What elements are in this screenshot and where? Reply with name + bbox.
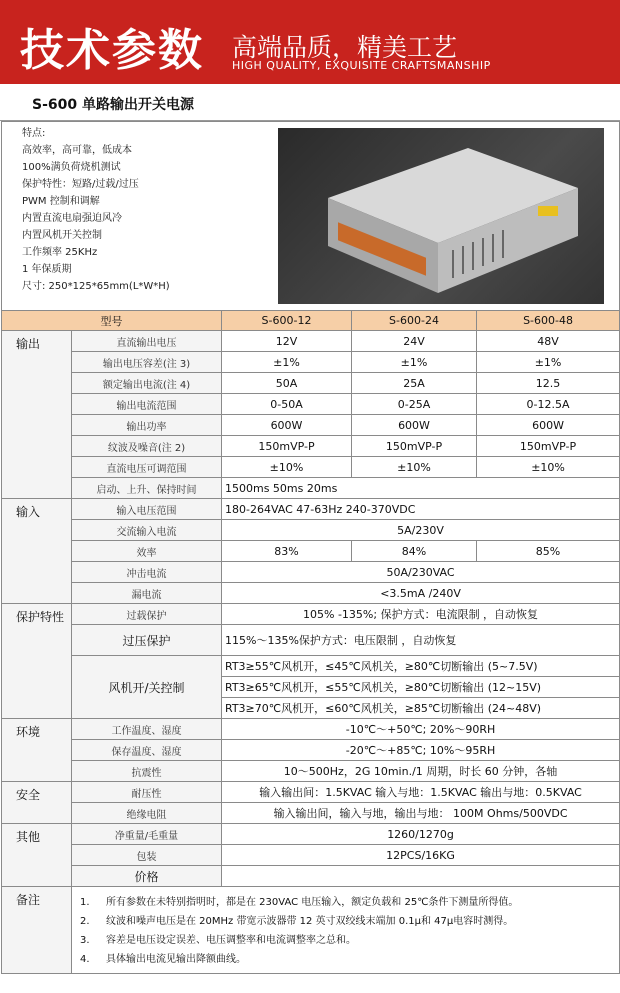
- model-name: S-600-12: [222, 311, 352, 331]
- cell-value: ±10%: [352, 457, 477, 478]
- cell-value: 输入输出间：1.5KVAC 输入与地：1.5KVAC 输出与地：0.5KVAC: [222, 782, 620, 803]
- cell-value: RT3≥70℃风机开，≤60℃风机关，≥85℃切断输出 (24~48V): [222, 698, 620, 719]
- feature-item: 内置直流电扇强迫风冷: [22, 213, 122, 224]
- cell-value: 0-12.5A: [477, 394, 620, 415]
- cell-value: [222, 866, 620, 887]
- features-list: [22, 125, 170, 295]
- table-row: [2, 331, 620, 352]
- row-label: 输入电压范围: [72, 499, 222, 520]
- row-label: 效率: [72, 541, 222, 562]
- cell-value: 12PCS/16KG: [222, 845, 620, 866]
- table-row: [2, 457, 620, 478]
- table-row: [2, 740, 620, 761]
- feature-item: 100%满负荷烧机测试: [22, 162, 121, 173]
- table-row: [2, 782, 620, 803]
- cell-value: 150mVP-P: [222, 436, 352, 457]
- note-item: [80, 931, 611, 950]
- row-label: 输出功率: [72, 415, 222, 436]
- cell-value: 24V: [352, 331, 477, 352]
- row-label: 直流电压可调范围: [72, 457, 222, 478]
- row-label: 工作温度、湿度: [72, 719, 222, 740]
- cell-value: 50A: [222, 373, 352, 394]
- table-row: [2, 803, 620, 824]
- table-row: [2, 866, 620, 887]
- note-number: 4.: [80, 954, 90, 965]
- table-row: [2, 719, 620, 740]
- row-label: 抗震性: [72, 761, 222, 782]
- header-banner: [0, 0, 620, 84]
- cell-value: RT3≥65℃风机开，≤55℃风机关，≥80℃切断输出 (12~15V): [222, 677, 620, 698]
- row-label: 直流输出电压: [72, 331, 222, 352]
- cell-value: 输入输出间，输入与地，输出与地： 100M Ohms/500VDC: [222, 803, 620, 824]
- cell-value: ±10%: [477, 457, 620, 478]
- note-text: 具体输出电流见输出降额曲线。: [106, 954, 246, 965]
- cell-value: -20℃～+85℃; 10%～95RH: [222, 740, 620, 761]
- cell-value: ±1%: [477, 352, 620, 373]
- table-row: [2, 478, 620, 499]
- banner-subtitle-en: HIGH QUALITY, EXQUISITE CRAFTSMANSHIP: [232, 59, 491, 72]
- product-title: S-600 单路输出开关电源: [32, 97, 194, 113]
- feature-item: 内置风机开关控制: [22, 230, 102, 241]
- table-row: [2, 845, 620, 866]
- feature-item: 保护特性：短路/过载/过压: [22, 179, 139, 190]
- row-label: 交流输入电流: [72, 520, 222, 541]
- note-text: 容差是电压设定误差、电压调整率和电流调整率之总和。: [106, 935, 356, 946]
- cell-value: <3.5mA /240V: [222, 583, 620, 604]
- cell-value: RT3≥55℃风机开，≤45℃风机关，≥80℃切断输出 (5~7.5V): [222, 656, 620, 677]
- group-protection: 保护特性: [2, 604, 72, 719]
- table-row: [2, 373, 620, 394]
- cell-value: ±1%: [222, 352, 352, 373]
- table-row: [2, 394, 620, 415]
- note-text: 所有参数在未特别指明时，都是在 230VAC 电压输入，额定负载和 25℃条件下测量所得值。: [106, 897, 519, 908]
- row-label: 耐压性: [72, 782, 222, 803]
- note-number: 3.: [80, 935, 90, 946]
- cell-value: 50A/230VAC: [222, 562, 620, 583]
- features-cell: [2, 122, 620, 311]
- row-label: 包装: [72, 845, 222, 866]
- cell-value: 0-50A: [222, 394, 352, 415]
- cell-value: 5A/230V: [222, 520, 620, 541]
- row-label: 输出电压容差(注 3): [72, 352, 222, 373]
- model-name: S-600-24: [352, 311, 477, 331]
- table-row: [2, 583, 620, 604]
- note-number: 2.: [80, 916, 90, 927]
- table-row: [2, 520, 620, 541]
- cell-value: 25A: [352, 373, 477, 394]
- group-output: 输出: [2, 331, 72, 499]
- table-row: [2, 761, 620, 782]
- row-label: 冲击电流: [72, 562, 222, 583]
- cell-value: 180-264VAC 47-63Hz 240-370VDC: [222, 499, 620, 520]
- cell-value: 1260/1270g: [222, 824, 620, 845]
- cell-value: 48V: [477, 331, 620, 352]
- group-safety: 安全: [2, 782, 72, 824]
- cell-value: 12.5: [477, 373, 620, 394]
- feature-item: 特点:: [22, 128, 46, 139]
- table-row: [2, 415, 620, 436]
- power-supply-illustration: [278, 128, 604, 304]
- row-label: 过载保护: [72, 604, 222, 625]
- notes-list: [72, 887, 620, 974]
- table-row: [2, 436, 620, 457]
- cell-value: -10℃～+50℃; 20%～90RH: [222, 719, 620, 740]
- feature-item: PWM 控制和调解: [22, 196, 100, 207]
- row-label: 额定输出电流(注 4): [72, 373, 222, 394]
- cell-value: 105% -135%; 保护方式：电流限制 ，自动恢复: [222, 604, 620, 625]
- row-label: 风机开/关控制: [72, 656, 222, 719]
- feature-item: 1 年保质期: [22, 264, 72, 275]
- cell-value: 115%～135%保护方式：电压限制 ，自动恢复: [222, 625, 620, 656]
- group-notes: 备注: [2, 887, 72, 974]
- note-text: 纹波和噪声电压是在 20MHz 带宽示波器带 12 英寸双绞线末端加 0.1μ和 47μ电容时测得。: [106, 916, 514, 927]
- row-label: 价格: [72, 866, 222, 887]
- group-input: 输入: [2, 499, 72, 604]
- table-row: [2, 541, 620, 562]
- cell-value: 600W: [477, 415, 620, 436]
- row-label: 输出电流范围: [72, 394, 222, 415]
- table-row: [2, 562, 620, 583]
- table-row: [2, 604, 620, 625]
- table-row: [2, 887, 620, 974]
- row-label: 启动、上升、保持时间: [72, 478, 222, 499]
- feature-item: 工作频率 25KHz: [22, 247, 98, 258]
- group-environment: 环境: [2, 719, 72, 782]
- product-photo: [278, 128, 604, 304]
- model-header-row: [2, 311, 620, 331]
- model-name: S-600-48: [477, 311, 620, 331]
- row-label: 净重量/毛重量: [72, 824, 222, 845]
- row-label: 漏电流: [72, 583, 222, 604]
- product-title-bar: [0, 84, 620, 121]
- note-item: [80, 950, 611, 969]
- note-item: [80, 893, 611, 912]
- feature-item: 尺寸: 250*125*65mm(L*W*H): [22, 281, 170, 292]
- banner-subtitle: 高端品质，精美工艺: [232, 33, 458, 62]
- cell-value: ±10%: [222, 457, 352, 478]
- cell-value: 84%: [352, 541, 477, 562]
- model-label: 型号: [2, 311, 222, 331]
- banner-title: 技术参数: [20, 25, 204, 76]
- cell-value: 0-25A: [352, 394, 477, 415]
- cell-value: 83%: [222, 541, 352, 562]
- feature-item: 高效率，高可靠，低成本: [22, 145, 132, 156]
- note-number: 1.: [80, 897, 90, 908]
- spec-table: [1, 121, 620, 974]
- row-label: 保存温度、湿度: [72, 740, 222, 761]
- row-label: 纹波及噪音(注 2): [72, 436, 222, 457]
- cell-value: ±1%: [352, 352, 477, 373]
- table-row: [2, 824, 620, 845]
- cell-value: 600W: [222, 415, 352, 436]
- table-row: [2, 499, 620, 520]
- note-item: [80, 912, 611, 931]
- cell-value: 1500ms 50ms 20ms: [222, 478, 620, 499]
- cell-value: 150mVP-P: [477, 436, 620, 457]
- cell-value: 10～500Hz，2G 10min./1 周期，时长 60 分钟，各轴: [222, 761, 620, 782]
- cell-value: 85%: [477, 541, 620, 562]
- row-label: 过压保护: [72, 625, 222, 656]
- cell-value: 150mVP-P: [352, 436, 477, 457]
- table-row: [2, 352, 620, 373]
- cell-value: 600W: [352, 415, 477, 436]
- table-row: [2, 656, 620, 677]
- row-label: 绝缘电阻: [72, 803, 222, 824]
- cell-value: 12V: [222, 331, 352, 352]
- table-row: [2, 625, 620, 656]
- group-other: 其他: [2, 824, 72, 887]
